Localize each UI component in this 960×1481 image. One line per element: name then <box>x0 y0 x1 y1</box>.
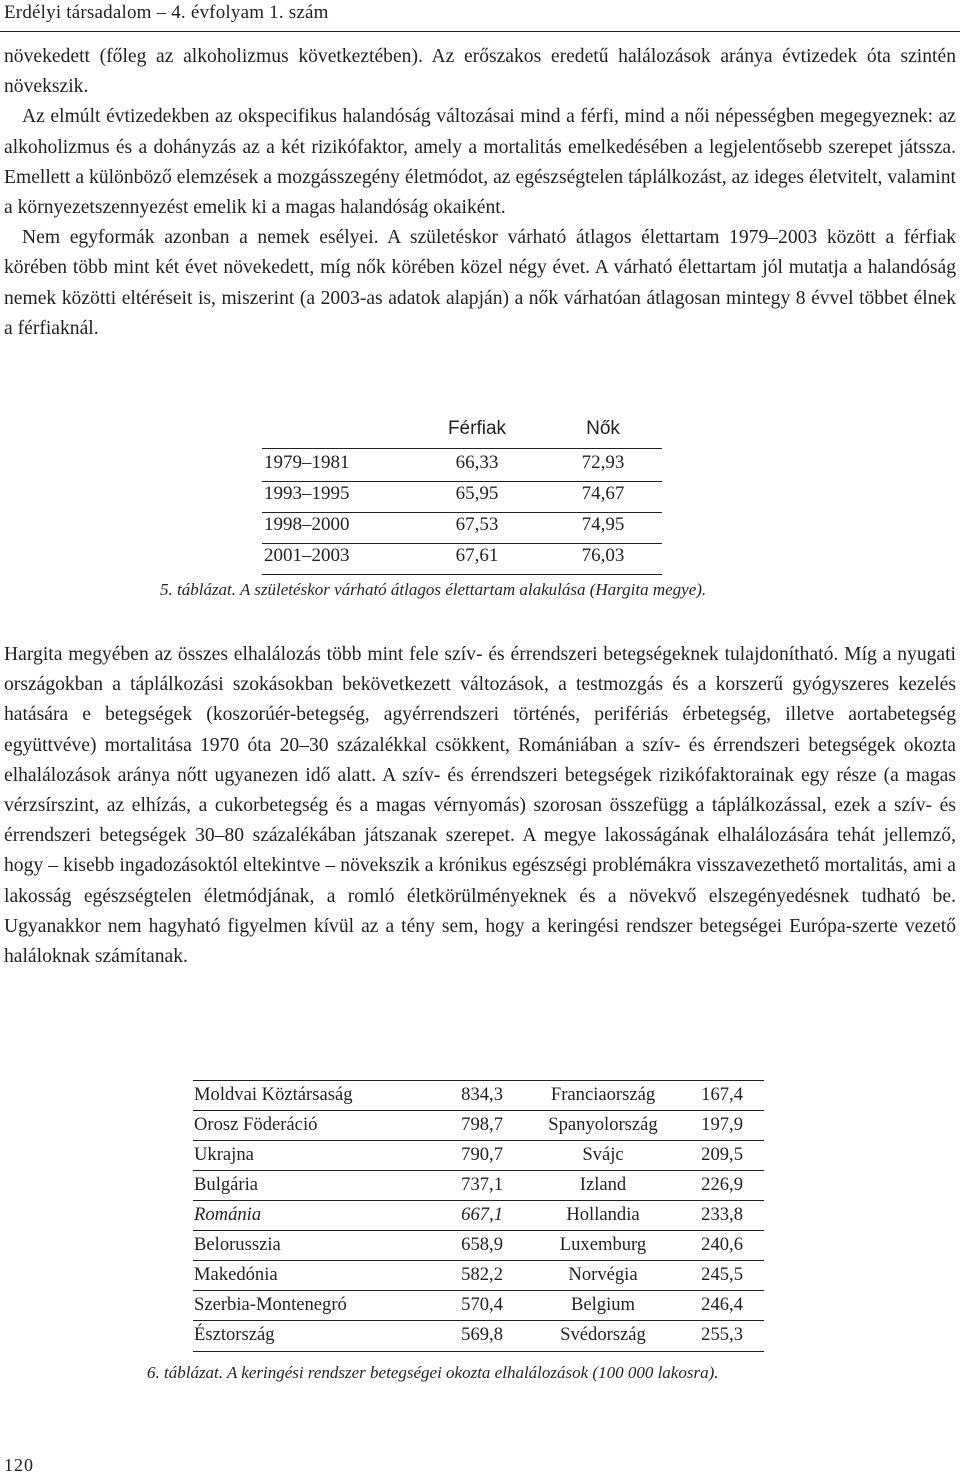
table-row <box>193 1320 764 1352</box>
value-cell: 790,7 <box>461 1144 503 1165</box>
table-header-row <box>262 418 662 448</box>
table-row <box>193 1290 764 1321</box>
country-cell: Hollandia <box>566 1204 640 1225</box>
country-cell: Románia <box>194 1204 262 1225</box>
value-cell: 246,4 <box>701 1294 743 1315</box>
men-value-cell: 65,95 <box>455 483 499 504</box>
table-row <box>193 1170 764 1201</box>
value-cell: 167,4 <box>701 1084 743 1105</box>
period-cell: 1993–1995 <box>264 483 350 504</box>
value-cell: 233,8 <box>701 1204 743 1225</box>
men-value-cell: 67,61 <box>455 545 499 566</box>
paragraph: növekedett (főleg az alkoholizmus következtében). Az erőszakos eredetű halálozások aránya évtizedek óta szintén növekszik. <box>4 46 956 98</box>
table-row <box>262 545 662 575</box>
running-header: Erdélyi társadalom – 4. évfolyam 1. szám <box>4 2 329 23</box>
paragraph: Nem egyformák azonban a nemek esélyei. A születéskor várható átlagos élettartam 1979–2003 között a férfiak körében több mint két évet növekedett, míg nők körében közel négy évet. A várható élettartam jól mutatja a halandóság nemek közötti eltéréseit is, miszerint (a 2003-as adatok alapján) a nők várhatóan átlagosan mintegy 8 évvel többet élnek a férfiaknál. <box>4 227 956 339</box>
header-rule <box>0 31 960 32</box>
country-cell: Izland <box>579 1174 627 1195</box>
body-text-lower <box>4 640 956 972</box>
country-cell: Észtország <box>194 1324 275 1345</box>
value-cell: 834,3 <box>461 1084 503 1105</box>
column-header-women: Nők <box>586 418 620 439</box>
table-row <box>193 1110 764 1141</box>
table-row-highlighted <box>193 1200 764 1231</box>
table-rule <box>262 481 662 482</box>
page-number: 120 <box>4 1455 34 1475</box>
period-cell: 1979–1981 <box>264 452 350 473</box>
column-header-men: Férfiak <box>447 418 507 439</box>
table-5-caption: 5. táblázat. A születéskor várható átlagos élettartam alakulása (Hargita megye). <box>160 580 707 599</box>
body-text-upper <box>4 42 956 344</box>
value-cell: 569,8 <box>461 1324 503 1345</box>
country-cell: Luxemburg <box>559 1234 647 1255</box>
table-row <box>262 514 662 544</box>
value-cell: 658,9 <box>461 1234 503 1255</box>
country-cell: Belgium <box>570 1294 636 1315</box>
country-cell: Norvégia <box>568 1264 638 1285</box>
country-cell: Svájc <box>582 1144 624 1165</box>
table-row <box>193 1230 764 1261</box>
table-rule <box>262 448 662 449</box>
table-row <box>193 1260 764 1291</box>
table-rule <box>262 512 662 513</box>
table-row <box>193 1080 764 1111</box>
value-cell: 209,5 <box>701 1144 743 1165</box>
country-cell: Ukrajna <box>194 1144 254 1165</box>
value-cell: 197,9 <box>701 1114 743 1135</box>
country-cell: Moldvai Köztársaság <box>194 1084 353 1105</box>
country-cell: Spanyolország <box>548 1114 658 1135</box>
men-value-cell: 67,53 <box>455 514 499 535</box>
country-cell: Bulgária <box>194 1174 259 1195</box>
period-cell: 1998–2000 <box>264 514 350 535</box>
women-value-cell: 76,03 <box>581 545 625 566</box>
paragraph: Hargita megyében az összes elhalálozás több mint fele szív- és érrendszeri betegségeknek tulajdonítható. Míg a nyugati országokban a táplálkozási szokásokban bekövetkezett változások, a testmozgás és a korszerű gyógyszeres kezelés hatására e betegségek (koszorúér-betegség, agyérrendszeri történés, perifériás érbetegség, illetve aortabetegség együttvéve) mortalitása 1970 óta 20–30 százalékkal csökkent, Romániában a szív- és érrendszeri betegségek okozta elhalálozások aránya nőtt ugyanezen idő alatt. A szív- és érrendszeri betegségek rizikófaktorainak egy része (a magas vérzsírszint, az elhízás, a cukorbetegség és a magas vérnyomás) szorosan összefügg a táplálkozással, ezek a szív- és érrendszeri betegségek 30–80 százalékában játszanak szerepet. A megye lakosságának elhalálozására tehát jellemző, hogy – kisebb ingadozásoktól eltekintve – növekszik a krónikus egészségi problémákra visszavezethető mortalitás, ami a lakosság egészségtelen életmódjának, a romló életkörülményeknek és a növekvő elszegényedésnek tudható be. Ugyanakkor nem hagyható figyelmen kívül az a tény sem, hogy a keringési rendszer betegségei Európa-szerte vezető haláloknak számítanak. <box>4 644 956 968</box>
table-6-caption: 6. táblázat. A keringési rendszer betegségei okozta elhalálozások (100 000 lakosra). <box>147 1363 719 1382</box>
paragraph: Az elmúlt évtizedekben az okspecifikus halandóság változásai mind a férfi, mind a női népességben megegyeznek: az alkoholizmus és a dohányzás az a két rizikófaktor, amely a mortalitás emelkedésében a legjelentősebb szerepet játssza. Emellett a különböző elemzések a mozgásszegény életmódot, az egészségtelen táplálkozást, az ideges életvitelt, valamint a környezetszennyezést emelik ki a magas halandóság okaiként. <box>4 106 956 219</box>
table-rule <box>262 574 662 575</box>
value-cell: 245,5 <box>701 1264 743 1285</box>
country-cell: Belorusszia <box>194 1234 281 1255</box>
table-row <box>262 483 662 513</box>
country-cell: Szerbia-Montenegró <box>194 1294 347 1315</box>
country-cell: Orosz Föderáció <box>194 1114 318 1135</box>
value-cell: 255,3 <box>701 1324 743 1345</box>
value-cell: 226,9 <box>701 1174 743 1195</box>
women-value-cell: 72,93 <box>581 452 625 473</box>
table-row <box>193 1140 764 1171</box>
value-cell: 798,7 <box>461 1114 503 1135</box>
value-cell: 570,4 <box>461 1294 503 1315</box>
value-cell: 737,1 <box>461 1174 503 1195</box>
value-cell: 582,2 <box>461 1264 503 1285</box>
country-cell: Svédország <box>560 1324 646 1345</box>
country-cell: Makedónia <box>194 1264 278 1285</box>
women-value-cell: 74,67 <box>581 483 625 504</box>
table-row <box>262 452 662 482</box>
value-cell: 240,6 <box>701 1234 743 1255</box>
men-value-cell: 66,33 <box>455 452 499 473</box>
women-value-cell: 74,95 <box>581 514 625 535</box>
country-cell: Franciaország <box>550 1084 656 1105</box>
period-cell: 2001–2003 <box>264 545 350 566</box>
value-cell: 667,1 <box>461 1204 503 1225</box>
table-rule <box>262 543 662 544</box>
